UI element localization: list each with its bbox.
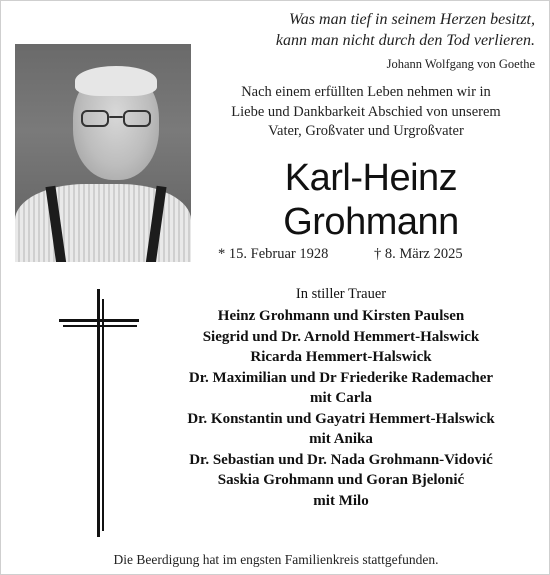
mourner-row: Saskia Grohmann und Goran Bjelonić bbox=[217, 472, 465, 488]
intro-text bbox=[191, 83, 541, 142]
portrait-hair bbox=[75, 66, 157, 96]
intro-line-1: Nach einem erfüllten Leben nehmen wir in bbox=[241, 84, 491, 100]
quote-line-1: Was man tief in seinem Herzen besitzt, bbox=[288, 11, 535, 28]
intro-line-3: Vater, Großvater und Urgroßvater bbox=[268, 123, 464, 139]
mourner-row: Heinz Grohmann und Kirsten Paulsen bbox=[217, 308, 465, 324]
mourner-row: mit Milo bbox=[313, 492, 369, 509]
mourner-row: Ricarda Hemmert-Halswick bbox=[250, 349, 432, 365]
quote-line-2: kann man nicht durch den Tod verlieren. bbox=[275, 32, 535, 49]
cross-icon bbox=[59, 289, 139, 537]
mourner-row: Dr. Maximilian und Dr Friederike Rademacher bbox=[188, 369, 494, 386]
deceased-name bbox=[206, 156, 536, 244]
mourner-row: Siegrid und Dr. Arnold Hemmert-Halswick bbox=[202, 328, 480, 345]
birth-date: * 15. Februar 1928 bbox=[218, 246, 329, 262]
mourner-row: Dr. Sebastian und Dr. Nada Grohmann-Vidović bbox=[189, 451, 493, 468]
deceased-first-name: Karl-Heinz bbox=[284, 157, 458, 199]
mourners-list bbox=[131, 284, 550, 511]
death-date: † 8. März 2025 bbox=[374, 246, 463, 262]
goethe-quote bbox=[195, 9, 535, 72]
mourner-row: Dr. Konstantin und Gayatri Hemmert-Halswick bbox=[187, 410, 495, 427]
mourners-label: In stiller Trauer bbox=[295, 286, 387, 302]
intro-line-2: Liebe und Dankbarkeit Abschied von unserem bbox=[231, 103, 501, 120]
mourner-row: mit Carla bbox=[309, 390, 373, 406]
portrait-photo bbox=[15, 44, 191, 262]
mourner-row: mit Anika bbox=[309, 431, 373, 447]
portrait-glasses bbox=[81, 110, 151, 128]
funeral-note: Die Beerdigung hat im engsten Familienkreis stattgefunden. bbox=[113, 552, 439, 567]
deceased-last-name: Grohmann bbox=[283, 201, 459, 243]
quote-author: Johann Wolfgang von Goethe bbox=[386, 57, 535, 71]
